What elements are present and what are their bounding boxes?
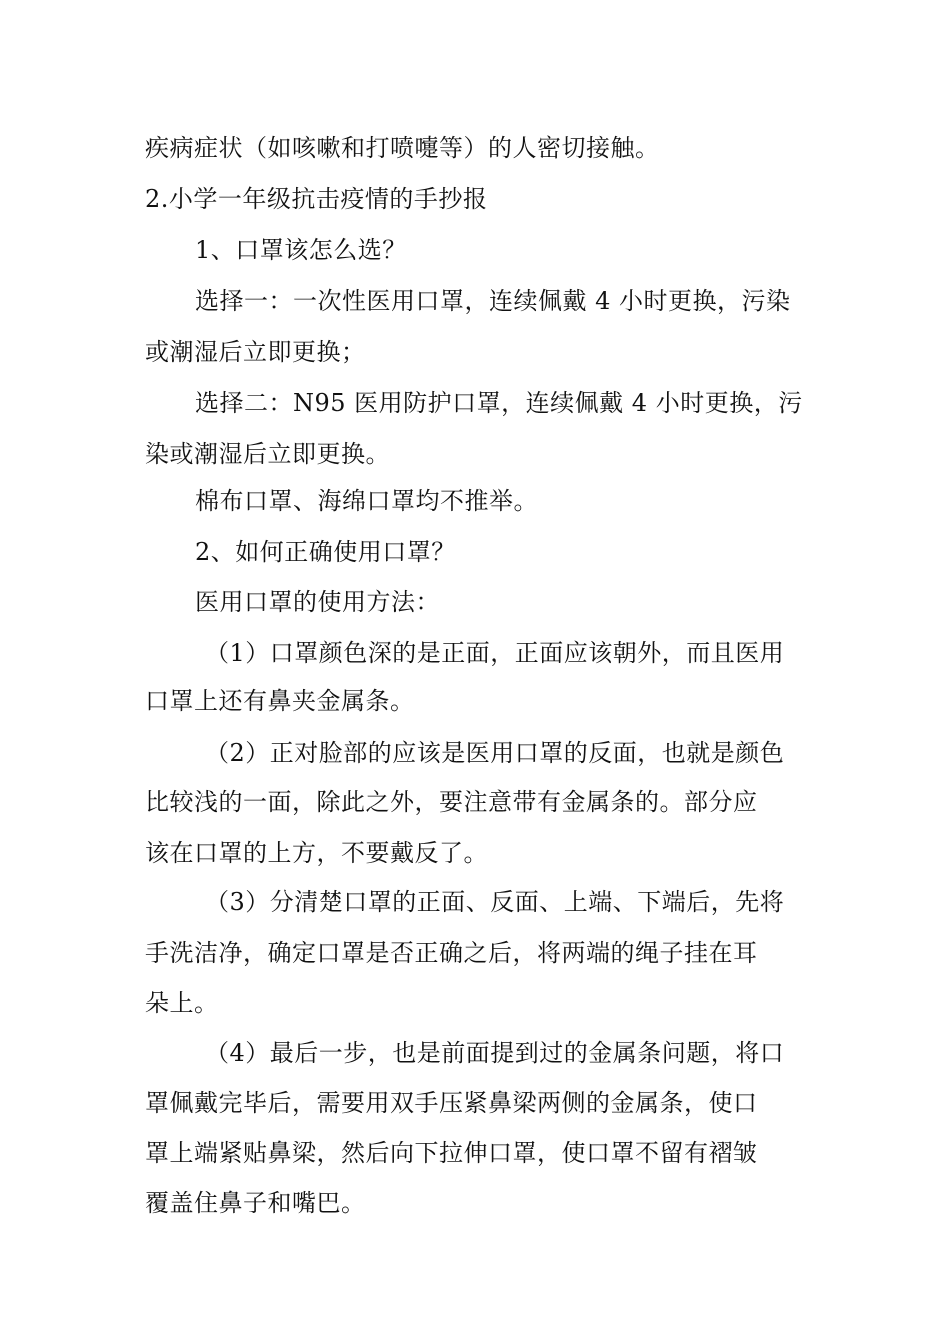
- text-line: （4）最后一步，也是前面提到过的金属条问题，将口: [205, 1039, 785, 1067]
- text-line: 口罩上还有鼻夹金属条。: [145, 687, 415, 715]
- text-line: （2）正对脸部的应该是医用口罩的反面，也就是颜色: [205, 739, 785, 767]
- text-line: 手洗洁净，确定口罩是否正确之后，将两端的绳子挂在耳: [145, 939, 758, 967]
- text-line: （1）口罩颜色深的是正面，正面应该朝外，而且医用: [205, 639, 785, 667]
- text-line: 覆盖住鼻子和嘴巴。: [145, 1189, 366, 1217]
- text-line: 该在口罩的上方，不要戴反了。: [145, 839, 488, 867]
- text-line: 或潮湿后立即更换；: [145, 338, 366, 366]
- text-line: 罩上端紧贴鼻梁，然后向下拉伸口罩，使口罩不留有褶皱: [145, 1139, 758, 1167]
- section-heading: 2.小学一年级抗击疫情的手抄报: [145, 185, 488, 213]
- text-line: 染或潮湿后立即更换。: [145, 440, 390, 468]
- text-line: 选择一：一次性医用口罩，连续佩戴 4 小时更换，污染: [195, 287, 791, 315]
- text-line: 罩佩戴完毕后，需要用双手压紧鼻梁两侧的金属条，使口: [145, 1089, 758, 1117]
- text-line: （3）分清楚口罩的正面、反面、上端、下端后，先将: [205, 888, 785, 916]
- subheading: 1、口罩该怎么选？: [195, 236, 407, 264]
- subheading: 2、如何正确使用口罩？: [195, 538, 456, 566]
- text-line: 朵上。: [145, 989, 219, 1017]
- text-line: 棉布口罩、海绵口罩均不推举。: [195, 487, 538, 515]
- text-line: 医用口罩的使用方法：: [195, 588, 440, 616]
- text-line: 疾病症状（如咳嗽和打喷嚏等）的人密切接触。: [145, 134, 660, 162]
- text-line: 比较浅的一面，除此之外，要注意带有金属条的。部分应: [145, 788, 758, 816]
- text-line: 选择二：N95 医用防护口罩，连续佩戴 4 小时更换，污: [195, 389, 803, 417]
